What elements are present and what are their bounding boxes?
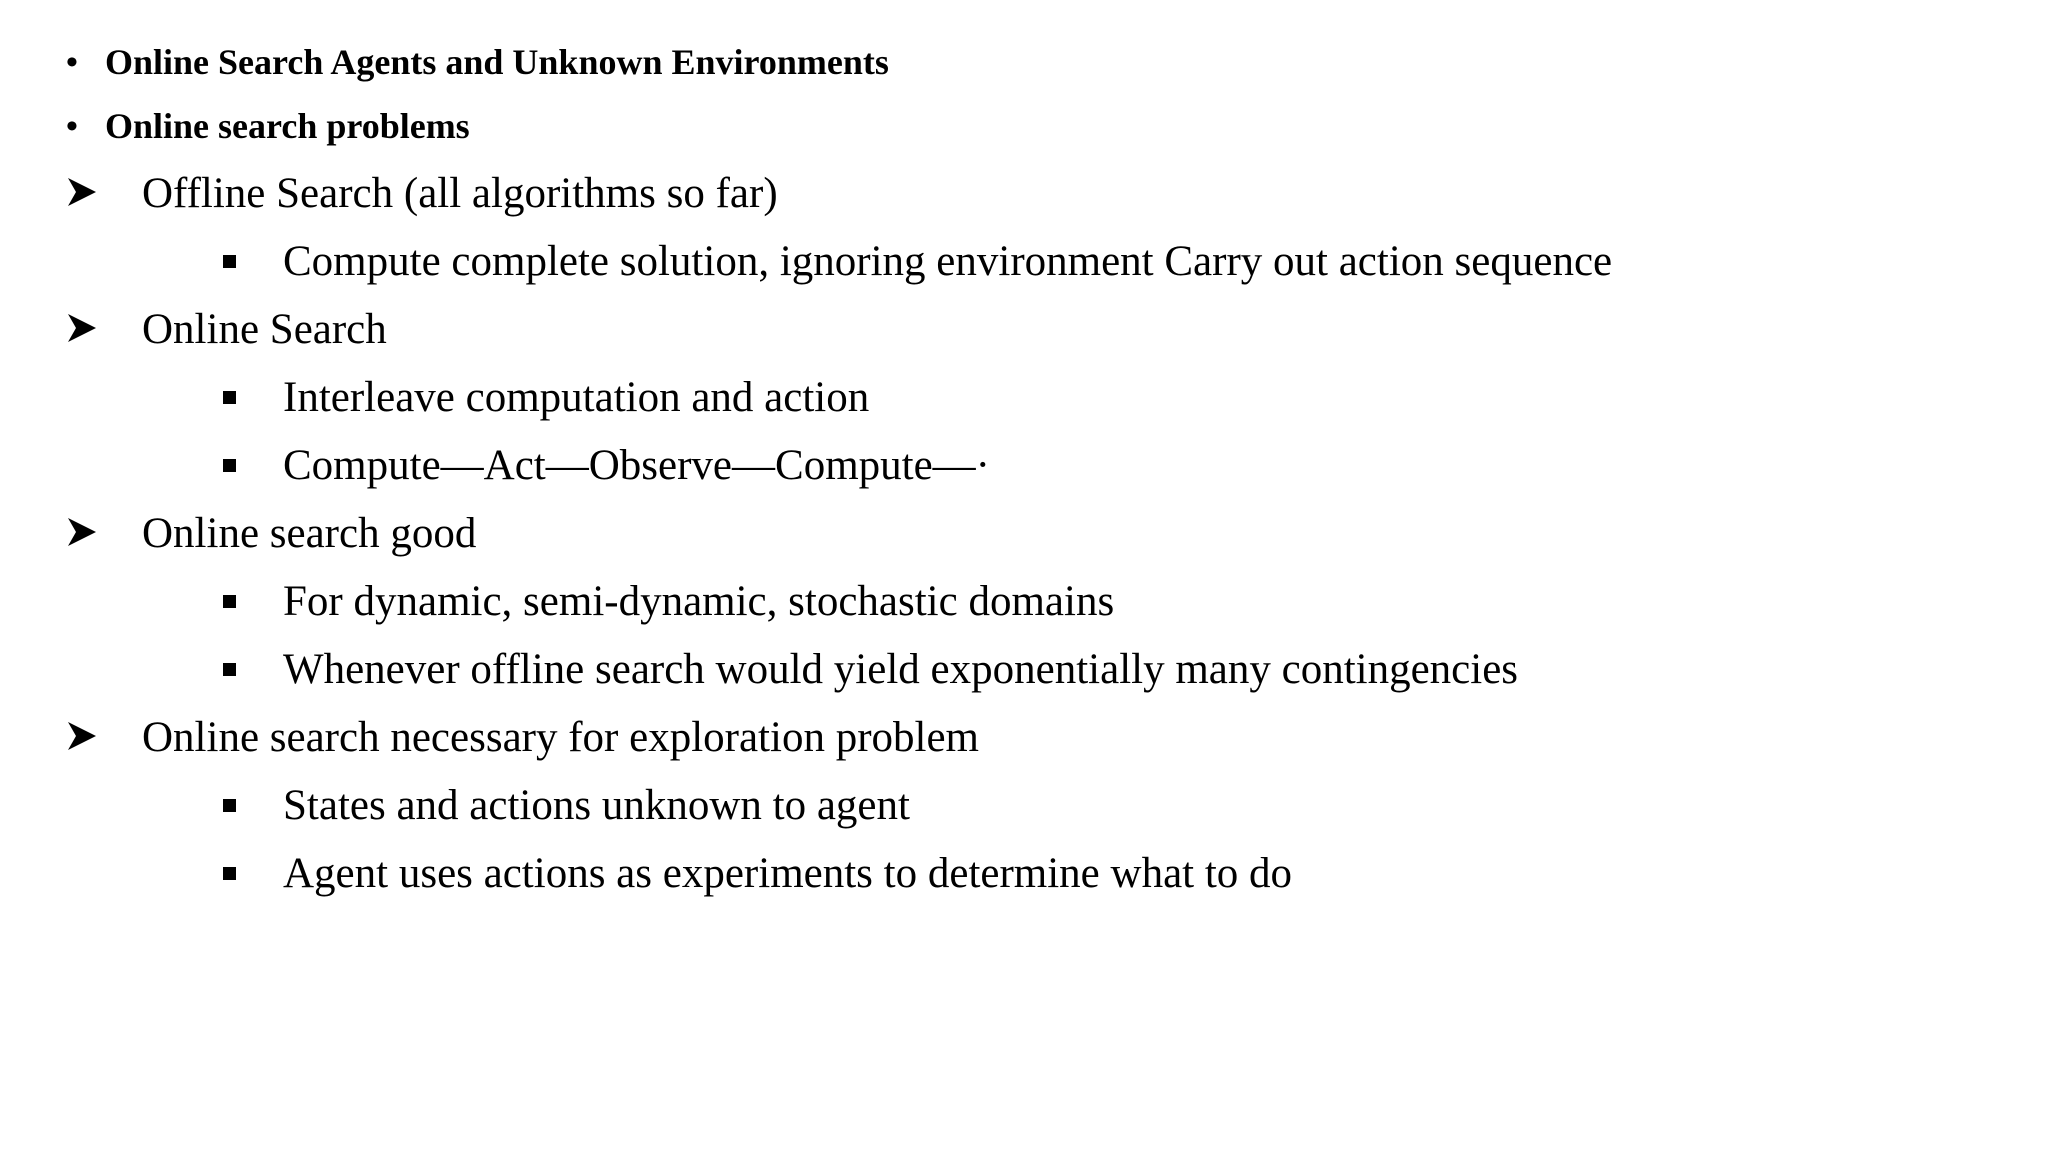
square-bullet-icon	[223, 391, 236, 404]
square-bullet-icon	[223, 663, 236, 676]
heading-text: Online Search Agents and Unknown Environments	[105, 42, 889, 82]
list-item-text: Whenever offline search would yield exponentially many contingencies	[283, 646, 1519, 693]
arrowhead-icon	[66, 720, 100, 754]
heading-text: Online search problems	[105, 106, 470, 146]
section-title: Offline Search (all algorithms so far)	[142, 170, 778, 217]
square-bullet-icon	[223, 459, 236, 472]
list-item-text: For dynamic, semi-dynamic, stochastic domains	[283, 578, 1115, 625]
bullet-dot-icon: •	[66, 44, 78, 81]
arrowhead-icon	[66, 312, 100, 346]
list-item-text: Compute—Act—Observe—Compute—·	[283, 442, 991, 489]
section-title: Online Search	[142, 306, 387, 353]
square-bullet-icon	[223, 799, 236, 812]
arrowhead-icon	[66, 516, 100, 550]
section-title: Online search good	[142, 510, 477, 557]
bullet-dot-icon: •	[66, 108, 78, 145]
section-title: Online search necessary for exploration problem	[142, 714, 979, 761]
square-bullet-icon	[223, 255, 236, 268]
square-bullet-icon	[223, 867, 236, 880]
list-item-text: Compute complete solution, ignoring environment Carry out action sequence	[283, 238, 1613, 285]
list-item-text: Agent uses actions as experiments to determine what to do	[283, 850, 1293, 897]
list-item-text: Interleave computation and action	[283, 374, 870, 421]
arrowhead-icon	[66, 176, 100, 210]
square-bullet-icon	[223, 595, 236, 608]
list-item-text: States and actions unknown to agent	[283, 782, 910, 829]
